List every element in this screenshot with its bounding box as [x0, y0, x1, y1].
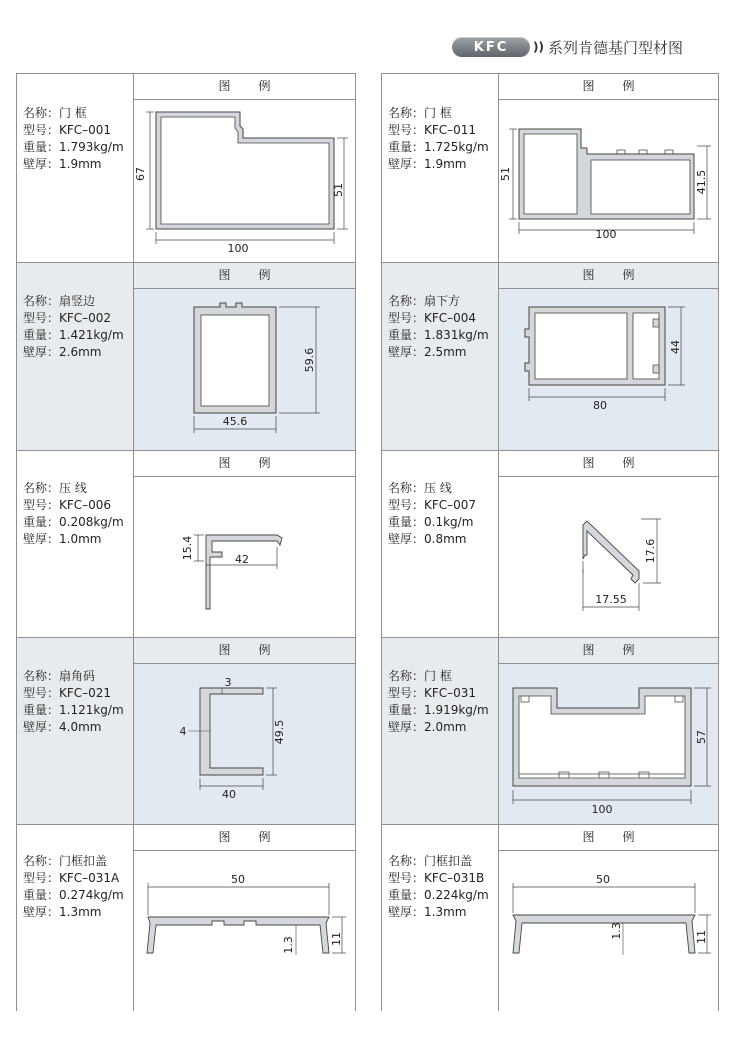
profile-model: 型号：KFC–031 [388, 686, 477, 700]
profile-diagram-cell [499, 74, 718, 262]
profile-weight: 重量：0.208kg/m [23, 515, 124, 529]
diagram-caption: 图例 [499, 825, 718, 851]
profile-info-cell [382, 74, 499, 262]
dimension-label: 45.6 [222, 415, 248, 428]
profile-info-cell [382, 638, 499, 825]
dimension-label: 1.3 [282, 936, 295, 954]
diagram-caption: 图例 [499, 638, 718, 664]
profile-info-cell [17, 638, 134, 825]
profile-outline [513, 915, 695, 953]
brand-badge: KFC [452, 37, 530, 57]
profile-info-cell [382, 263, 499, 451]
dimension-label: 51 [499, 167, 512, 181]
profile-name: 名称：门 框 [388, 106, 452, 120]
profile-diagram-cell [134, 638, 355, 825]
profile-thickness: 壁厚：2.6mm [23, 345, 102, 359]
profile-model: 型号：KFC–002 [23, 311, 112, 325]
profile-inner [591, 160, 690, 214]
profile-outline [147, 917, 329, 953]
profile-row-kfc-004 [382, 262, 718, 451]
profile-row-kfc-031b [382, 824, 718, 1011]
dimension-label: 100 [595, 228, 617, 241]
profile-info-cell [382, 451, 499, 638]
profile-drawing-kfc-001 [134, 74, 355, 262]
dimension-label: 80 [593, 399, 607, 412]
profile-thickness: 壁厚：4.0mm [23, 720, 102, 734]
dimension-label: 57 [695, 730, 708, 744]
profile-diagram-cell [499, 451, 718, 638]
profile-thickness: 壁厚：1.3mm [388, 905, 467, 919]
profile-diagram-cell [134, 451, 355, 638]
catalog-header [452, 34, 683, 60]
dimension-label: 3 [224, 676, 232, 689]
profile-row-kfc-007 [382, 450, 718, 638]
profile-row-kfc-011 [382, 74, 718, 262]
profile-name: 名称：扇竖边 [23, 294, 96, 308]
profile-model: 型号：KFC–001 [23, 123, 112, 137]
profile-name: 名称：扇下方 [388, 294, 461, 308]
diagram-caption: 图例 [134, 451, 355, 477]
profile-thickness: 壁厚：2.0mm [388, 720, 467, 734]
profile-info-cell [17, 451, 134, 638]
profile-inner [535, 313, 627, 379]
profile-drawing-kfc-031 [499, 638, 718, 825]
profile-drawing-kfc-002 [134, 263, 355, 451]
profile-info-cell [17, 825, 134, 1011]
profile-row-kfc-031a [17, 824, 355, 1011]
profile-model: 型号：KFC–011 [388, 123, 477, 137]
dimension-label: 50 [596, 873, 610, 886]
profile-inner [201, 315, 269, 406]
diagram-caption: 图例 [499, 74, 718, 100]
profile-weight: 重量：0.274kg/m [23, 888, 124, 902]
profile-name: 名称：门 框 [388, 669, 452, 683]
dimension-label: 11 [695, 930, 708, 944]
dimension-label: 59.6 [303, 347, 316, 373]
profile-model: 型号：KFC–031B [388, 871, 485, 885]
dimension-label: 1.3 [610, 922, 623, 940]
profile-model: 型号：KFC–031A [23, 871, 120, 885]
profile-thickness: 壁厚：1.9mm [23, 157, 102, 171]
profile-row-kfc-031 [382, 637, 718, 825]
profile-name: 名称：门 框 [23, 106, 87, 120]
right-catalog-panel [381, 73, 719, 1011]
profile-row-kfc-001 [17, 74, 355, 262]
profile-diagram-cell [134, 74, 355, 262]
profile-info-cell [17, 74, 134, 262]
profile-drawing-kfc-031b [499, 825, 718, 1011]
diagram-caption: 图例 [134, 638, 355, 664]
dimension-label: 44 [669, 340, 682, 354]
profile-drawing-kfc-021 [134, 638, 355, 825]
profile-row-kfc-021 [17, 637, 355, 825]
profile-diagram-cell [499, 825, 718, 1011]
profile-thickness: 壁厚：1.9mm [388, 157, 467, 171]
profile-diagram-cell [499, 263, 718, 451]
profile-weight: 重量：1.919kg/m [388, 703, 489, 717]
dimension-label: 50 [231, 873, 245, 886]
profile-model: 型号：KFC–004 [388, 311, 477, 325]
profile-name: 名称：门框扣盖 [23, 854, 108, 868]
profile-inner [161, 117, 329, 224]
profile-model: 型号：KFC–006 [23, 498, 112, 512]
dimension-label: 42 [235, 553, 249, 566]
dimension-label: 49.5 [273, 719, 286, 745]
profile-inner [524, 134, 577, 214]
profile-drawing-kfc-006 [134, 451, 355, 638]
profile-info-cell [382, 825, 499, 1011]
profile-diagram-cell [499, 638, 718, 825]
profile-name: 名称：扇角码 [23, 669, 96, 683]
profile-thickness: 壁厚：0.8mm [388, 532, 467, 546]
dimension-label: 17.55 [595, 593, 627, 606]
profile-drawing-kfc-031a [134, 825, 355, 1011]
profile-outline [583, 521, 639, 583]
profile-outline [206, 535, 282, 609]
profile-weight: 重量：0.224kg/m [388, 888, 489, 902]
profile-diagram-cell [134, 263, 355, 451]
profile-diagram-cell [134, 825, 355, 1011]
profile-drawing-kfc-004 [499, 263, 718, 451]
diagram-caption: 图例 [134, 825, 355, 851]
left-catalog-panel [16, 73, 356, 1011]
dimension-label: 11 [330, 932, 343, 946]
profile-weight: 重量：1.793kg/m [23, 140, 124, 154]
diagram-caption: 图例 [134, 263, 355, 289]
dimension-label: 100 [227, 242, 249, 255]
dimension-label: 100 [591, 803, 613, 816]
diagram-caption: 图例 [499, 451, 718, 477]
profile-drawing-kfc-007 [499, 451, 718, 638]
profile-thickness: 壁厚：1.3mm [23, 905, 102, 919]
profile-weight: 重量：1.831kg/m [388, 328, 489, 342]
profile-model: 型号：KFC–021 [23, 686, 112, 700]
dimension-label: 40 [222, 788, 236, 801]
profile-model: 型号：KFC–007 [388, 498, 477, 512]
profile-name: 名称：压 线 [388, 481, 452, 495]
diagram-caption: 图例 [134, 74, 355, 100]
profile-name: 名称：门框扣盖 [388, 854, 473, 868]
profile-info-cell [17, 263, 134, 451]
profile-row-kfc-006 [17, 450, 355, 638]
dimension-label: 67 [134, 167, 147, 181]
profile-thickness: 壁厚：2.5mm [388, 345, 467, 359]
profile-name: 名称：压 线 [23, 481, 87, 495]
profile-weight: 重量：1.725kg/m [388, 140, 489, 154]
profile-weight: 重量：1.421kg/m [23, 328, 124, 342]
profile-outline [200, 688, 263, 775]
profile-drawing-kfc-011 [499, 74, 718, 262]
profile-weight: 重量：1.121kg/m [23, 703, 124, 717]
dimension-label: 15.4 [181, 535, 194, 561]
profile-thickness: 壁厚：1.0mm [23, 532, 102, 546]
dimension-label: 4 [179, 725, 187, 738]
catalog-title: 系列肯德基门型材图 [547, 38, 683, 57]
profile-row-kfc-002 [17, 262, 355, 451]
diagram-caption: 图例 [499, 263, 718, 289]
dimension-label: 17.6 [644, 538, 657, 564]
profile-weight: 重量：0.1kg/m [388, 515, 474, 529]
dimension-label: 51 [332, 183, 345, 197]
chevron-icon: )) [533, 40, 544, 54]
dimension-label: 41.5 [695, 169, 708, 195]
